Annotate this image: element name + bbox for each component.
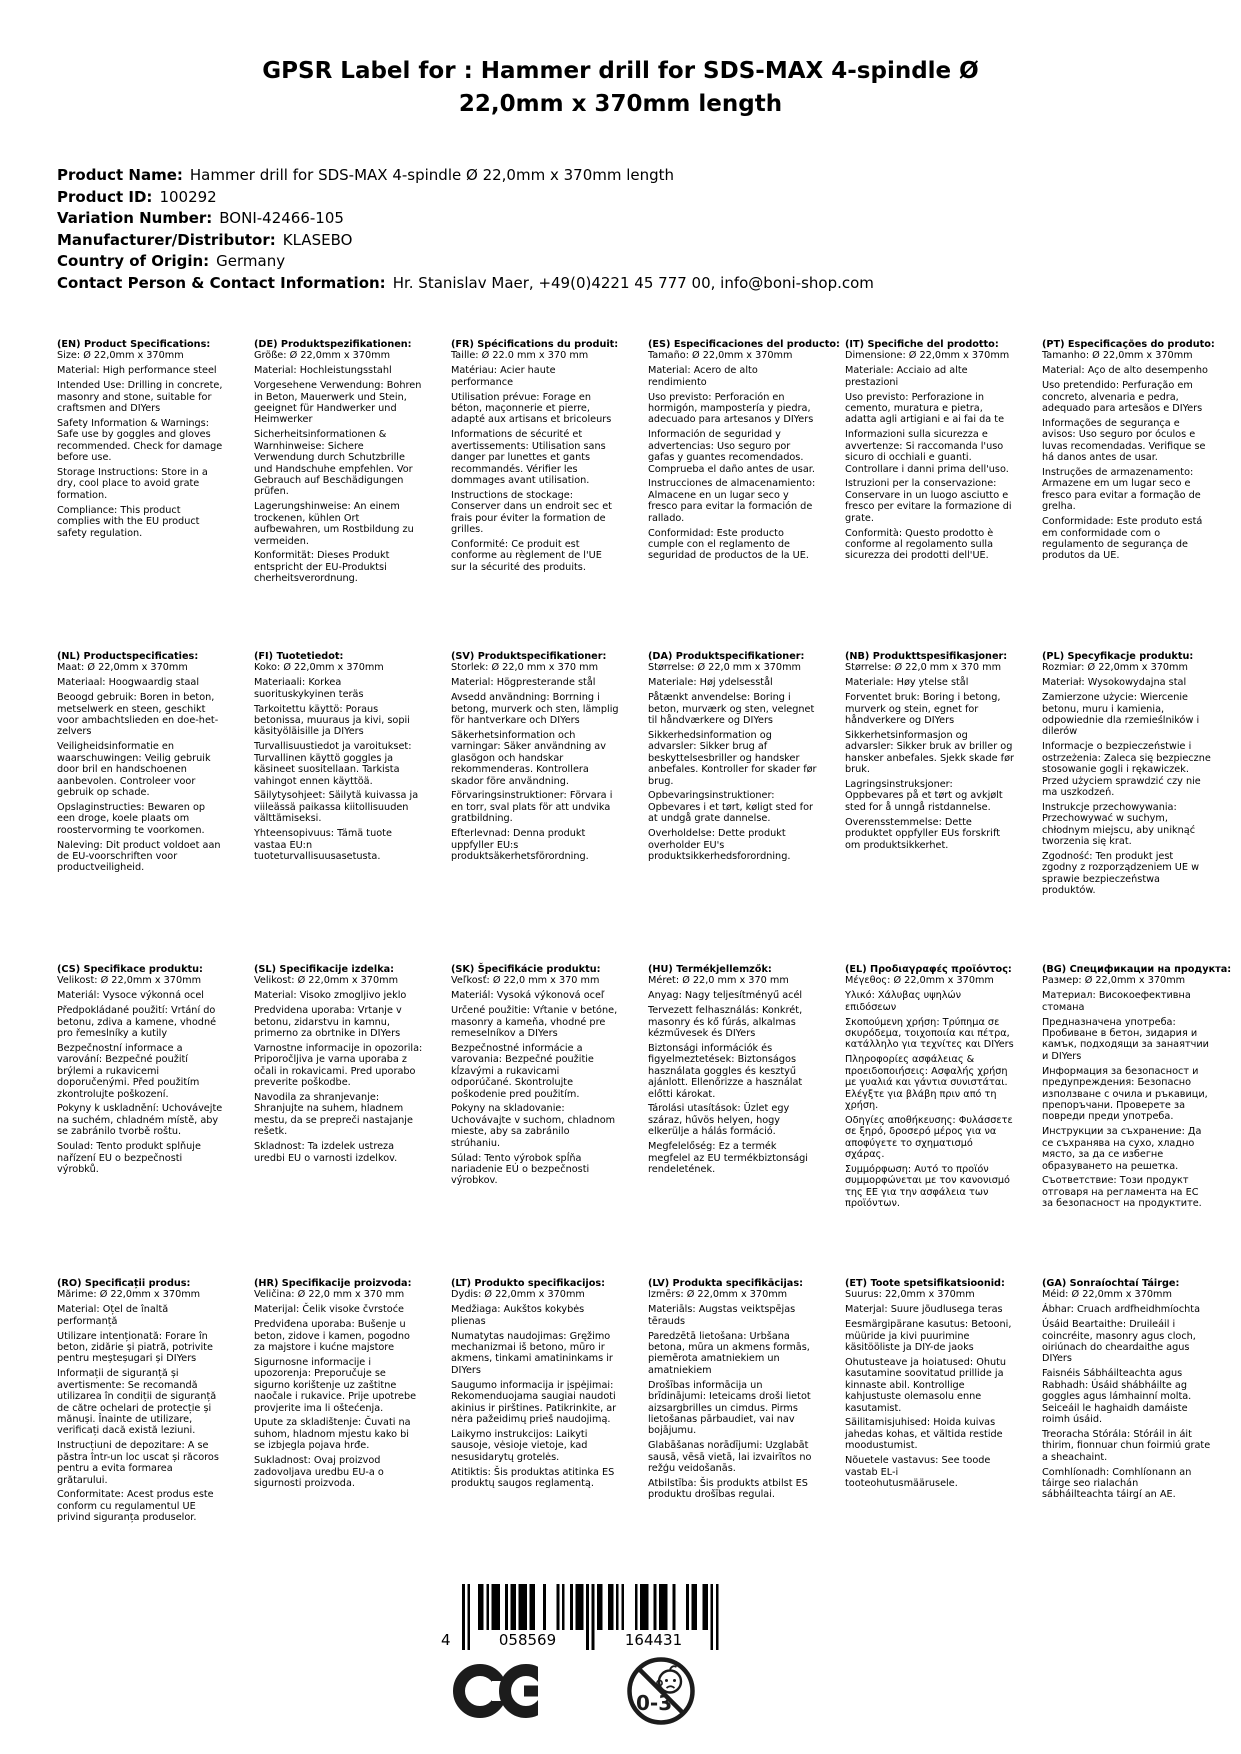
spec-paragraph: Size: Ø 22,0mm x 370mm — [57, 350, 184, 362]
spec-paragraph: Veiligheidsinformatie en waarschuwingen: Veilig gebruik door bril en handschoenen aanbevolen. Controleer voor gebruik op schade. — [57, 741, 211, 798]
spec-paragraph: Material: Hochleistungsstahl — [254, 365, 392, 377]
spec-paragraph: Materiał: Wysokowydajna stal — [1042, 677, 1187, 689]
product-info-row — [57, 208, 874, 230]
spec-paragraph: Tamanho: Ø 22,0mm x 370mm — [1042, 350, 1193, 362]
spec-paragraph: Съответствие: Този продукт отговаря на регламента на ЕС за безопасност на продуктите. — [1042, 1175, 1202, 1210]
spec-paragraph: Forventet bruk: Boring i betong, murverk og stein, egnet for håndverkere og DIYers — [845, 692, 1001, 727]
spec-paragraph: Varnostne informacije in opozorila: Priporočljiva je varna uporaba z očali in rokavicami. Pred uporabo preverite poškodbe. — [254, 1042, 423, 1089]
spec-paragraph: Sicherheitsinformationen & Warnhinweise: Sichere Verwendung durch Schutzbrille und Handschuhe empfehlen. Vor Gebrauch auf Beschädigungen prüfen. — [254, 429, 413, 498]
spec-block — [1042, 1278, 1211, 1527]
spec-block-header: (HU) Termékjellemzők: — [648, 964, 772, 975]
spec-paragraph: Compliance: This product complies with the EU product safety regulation. — [57, 504, 200, 539]
product-info-label: Product Name: — [57, 166, 183, 184]
spec-paragraph: Konformität: Dieses Produkt entspricht der EU-Produktsi cherheitsverordnung. — [254, 550, 390, 585]
ean-barcode — [441, 1584, 733, 1656]
spec-block — [1042, 651, 1211, 964]
spec-paragraph: Yhteensopivuus: Tämä tuote vastaa EU:n tuoteturvallisuusasetusta. — [254, 828, 392, 862]
spec-paragraph: Materiál: Vysoká výkonová oceľ — [451, 990, 605, 1002]
spec-block-header: (SV) Produktspecifikationer: — [451, 651, 607, 662]
spec-block-body — [451, 1289, 620, 1489]
spec-paragraph: Dydis: Ø 22,0mm x 370mm — [451, 1289, 585, 1301]
spec-block — [845, 964, 1014, 1278]
spec-block-header: (RO) Specificații produs: — [57, 1278, 191, 1289]
spec-paragraph: Material: Oțel de înaltă performanță — [57, 1304, 169, 1327]
spec-paragraph: Zamierzone użycie: Wiercenie betonu, muru i kamienia, odpowiednie dla rzemieślników i dilerów — [1042, 692, 1200, 738]
spec-paragraph: Instructions de stockage: Conserver dans un endroit sec et frais pour éviter la formation de grilles. — [451, 489, 612, 536]
spec-paragraph: Atitiktis: Šis produktas atitinka ES produktų saugos reglamentą. — [451, 1466, 615, 1489]
spec-block-body — [648, 662, 817, 862]
spec-paragraph: Conformità: Questo prodotto è conforme al regolamento sulla sicurezza dei prodotti dell'UE. — [845, 527, 994, 562]
spec-paragraph: Sikkerhedsinformation og advarsler: Sikker brug af beskyttelsesbriller og handsker anbefales. Kontroller for skader før brug. — [648, 729, 817, 787]
spec-block — [648, 651, 817, 964]
spec-paragraph: Uso previsto: Perforación en hormigón, mampostería y piedra, adecuado para artesanos y DIYers — [648, 391, 814, 426]
spec-paragraph: Säkerhetsinformation och varningar: Säker användning av glasögon och handskar rekommenderas. Kontrollera skador före användning. — [451, 729, 606, 787]
spec-block-body — [254, 662, 423, 862]
spec-block-body — [254, 350, 423, 584]
spec-block-body — [845, 975, 1014, 1209]
spec-paragraph: Comhlíonadh: Comhlíonann an táirge seo rialachán sábháilteachta táirgí an AE. — [1042, 1466, 1192, 1501]
spec-paragraph: Vorgesehene Verwendung: Bohren in Beton, Mauerwerk und Stein, geeignet für Handwerker und Heimwerker — [254, 380, 422, 426]
spec-paragraph: Material: Högpresterande stål — [451, 677, 596, 689]
spec-block — [57, 339, 226, 651]
spec-paragraph: Koko: Ø 22,0mm x 370mm — [254, 662, 384, 674]
spec-paragraph: Pokyny na skladovanie: Uchovávajte v suchom, chladnom mieste, aby sa zabránilo strúhaniu. — [451, 1103, 616, 1149]
spec-paragraph: Предназначена употреба: Пробиване в бетон, зидария и камък, подходящи за занаятчии и DIYers — [1042, 1016, 1209, 1062]
spec-paragraph: Suurus: 22,0mm x 370mm — [845, 1289, 975, 1301]
spec-paragraph: Rozmiar: Ø 22,0mm x 370mm — [1042, 662, 1188, 674]
product-info-row — [57, 187, 874, 209]
spec-paragraph: Informații de siguranță și avertismente: Se recomandă utilizarea în condiții de siguranță de către ochelari de protecție și mănuși. Înainte de utilizare, verificați dacă există leziuni. — [57, 1368, 217, 1437]
spec-paragraph: Инструкции за съхранение: Да се съхранява на сухо, хладно място, за да се избегне образуването на решетка. — [1042, 1126, 1202, 1172]
spec-paragraph: Opbevaringsinstruktioner: Opbevares i et tørt, køligt sted for at undgå grate dannelse. — [648, 790, 813, 825]
spec-paragraph: Istruzioni per la conservazione: Conservare in un luogo asciutto e fresco per evitare la formazione di grate. — [845, 478, 1012, 524]
spec-paragraph: Materiale: Høy ytelse stål — [845, 677, 969, 689]
spec-paragraph: Materiāls: Augstas veiktspējas tērauds — [648, 1304, 796, 1327]
spec-block — [254, 1278, 423, 1527]
spec-paragraph: Intended Use: Drilling in concrete, masonry and stone, suitable for craftsmen and DIYers — [57, 380, 223, 415]
spec-block — [451, 964, 620, 1278]
product-info-row — [57, 251, 874, 273]
spec-paragraph: Overholdelse: Dette produkt overholder EU's produktsikkerhedsforordning. — [648, 828, 791, 862]
page-title-text: GPSR Label for : Hammer drill for SDS-MAX 4-spindle Ø 22,0mm x 370mm length — [262, 58, 979, 117]
spec-paragraph: Materiaal: Hoogwaardig staal — [57, 677, 200, 689]
spec-paragraph: Informations de sécurité et avertissements: Utilisation sans danger par lunettes et gants recommandés. Vérifier les dommages avant utilisation. — [451, 429, 606, 486]
spec-block-header: (FR) Spécifications du produit: — [451, 339, 619, 350]
product-info-label: Manufacturer/Distributor: — [57, 230, 276, 249]
spec-paragraph: Materijal: Čelik visoke čvrstoće — [254, 1304, 404, 1316]
spec-paragraph: Utilisation prévue: Forage en béton, maçonnerie et pierre, adapté aux artisans et bricoleurs — [451, 391, 612, 426]
spec-paragraph: Conformidade: Este produto está em conformidade com o regulamento de segurança de produtos da UE. — [1042, 516, 1203, 562]
spec-block — [648, 339, 840, 651]
spec-paragraph: Upute za skladištenje: Čuvati na suhom, hladnom mjestu kako bi se izbjegla pojava hrđe. — [254, 1417, 411, 1452]
spec-paragraph: Tárolási utasítások: Üzlet egy száraz, hűvös helyen, hogy elkerülje a hálás formáció. — [648, 1103, 790, 1138]
spec-block-body — [1042, 662, 1211, 896]
spec-paragraph: Drošības informācija un brīdinājumi: Ieteicams droši lietot aizsargbrilles un cimdus. Pirms lietošanas pārbaudiet, vai nav bojājumu. — [648, 1379, 811, 1437]
spec-block — [648, 964, 817, 1278]
spec-paragraph: Instruções de armazenamento: Armazene em um lugar seco e fresco para evitar a formação de grelha. — [1042, 467, 1201, 513]
spec-paragraph: Størrelse: Ø 22,0 mm x 370mm — [648, 662, 801, 674]
spec-block-body — [451, 662, 620, 862]
spec-paragraph: Informações de segurança e avisos: Uso seguro por óculos e luvas recomendadas. Verifique se há danos antes de usar. — [1042, 417, 1206, 464]
spec-block-body — [648, 975, 817, 1175]
spec-block-header: (FI) Tuotetiedot: — [254, 651, 344, 662]
spec-paragraph: Veličina: Ø 22,0 mm x 370 mm — [254, 1289, 405, 1301]
spec-paragraph: Materiál: Vysoce výkonná ocel — [57, 990, 204, 1002]
spec-paragraph: Größe: Ø 22,0mm x 370mm — [254, 350, 391, 362]
spec-paragraph: Faisnéis Sábháilteachta agus Rabhadh: Úsáid shábháilte ag goggles agus lámhainní molta. Seiceáil le haghaidh damáiste roimh úsáid. — [1042, 1368, 1192, 1425]
spec-block-header: (ET) Toote spetsifikatsioonid: — [845, 1278, 1005, 1289]
spec-block-header: (EN) Product Specifications: — [57, 339, 211, 350]
spec-paragraph: Mărime: Ø 22,0mm x 370mm — [57, 1289, 201, 1301]
spec-paragraph: Материал: Високоефективна стомана — [1042, 990, 1191, 1013]
spec-block-header: (DA) Produktspecifikationer: — [648, 651, 805, 662]
spec-paragraph: Efterlevnad: Denna produkt uppfyller EU:s produktsäkerhetsförordning. — [451, 828, 589, 862]
spec-paragraph: Размер: Ø 22,0mm x 370mm — [1042, 975, 1186, 987]
spec-block-header: (PL) Specyfikacje produktu: — [1042, 651, 1194, 662]
spec-block-body — [648, 350, 817, 561]
spec-paragraph: Информация за безопасност и предупреждения: Безопасно използване с очила и ръкавици, препоръчани. Проверете за повреди преди употреба. — [1042, 1065, 1208, 1123]
product-info-value: 100292 — [159, 187, 217, 206]
spec-block-header: (NB) Produkttspesifikasjoner: — [845, 651, 1008, 662]
spec-paragraph: Material: High performance steel — [57, 365, 217, 377]
spec-paragraph: Paredzētā lietošana: Urbšana betona, mūra un akmens formās, piemērota amatniekiem un amatniekiem — [648, 1330, 810, 1376]
spec-block-body — [1042, 350, 1211, 561]
spec-paragraph: Zgodność: Ten produkt jest zgodny z rozporządzeniem UE w sprawie bezpieczeństwa produktów. — [1042, 851, 1200, 897]
spec-block — [451, 339, 620, 651]
spec-block — [57, 1278, 226, 1527]
spec-paragraph: Eesmärgipärane kasutus: Betooni, müüride ja kivi puurimine käsitööliste ja DIY-de jaoks — [845, 1319, 1012, 1354]
spec-paragraph: Velikost: Ø 22,0mm x 370mm — [254, 975, 399, 987]
spec-block — [451, 1278, 620, 1527]
spec-paragraph: Σκοπούμενη χρήση: Τρύπημα σε σκυρόδεμα, τοιχοποιία και πέτρα, κατάλληλο για τεχνίτες και DIYers — [845, 1016, 1014, 1051]
spec-paragraph: Materiale: Høj ydelsesstål — [648, 677, 773, 689]
spec-paragraph: Méid: Ø 22,0mm x 370mm — [1042, 1289, 1172, 1301]
spec-paragraph: Størrelse: Ø 22,0 mm x 370 mm — [845, 662, 1002, 674]
spec-block — [845, 1278, 1014, 1527]
spec-paragraph: Tamaño: Ø 22,0mm x 370mm — [648, 350, 793, 362]
spec-paragraph: Materiaali: Korkea suorituskykyinen teräs — [254, 677, 364, 700]
product-info-value: Hr. Stanislav Maer, +49(0)4221 45 777 00, info@boni-shop.com — [392, 273, 874, 292]
spec-paragraph: Opslaginstructies: Bewaren op een droge, koele plaats om roostervorming te voorkomen. — [57, 801, 206, 836]
spec-block — [845, 339, 1014, 651]
spec-block-body — [845, 662, 1014, 851]
ce-mark-icon — [452, 1661, 538, 1725]
spec-paragraph: Izmērs: Ø 22,0mm x 370mm — [648, 1289, 788, 1301]
spec-paragraph: Numatytas naudojimas: Gręžimo mechanizmai iš betono, mūro ir akmens, tinkami amatininkams ir DIYers — [451, 1330, 613, 1376]
spec-block-header: (BG) Спецификации на продукта: — [1042, 964, 1232, 975]
spec-paragraph: Ábhar: Cruach ardfheidhmíochta — [1042, 1304, 1201, 1316]
spec-block-header: (SL) Specifikacije izdelka: — [254, 964, 395, 975]
spec-paragraph: Beoogd gebruik: Boren in beton, metselwerk en steen, geschikt voor ambachtslieden en doe-het-zelvers — [57, 692, 219, 738]
spec-block-body — [648, 1289, 817, 1500]
product-info-value: Hammer drill for SDS-MAX 4-spindle Ø 22,0mm x 370mm length — [189, 166, 675, 184]
product-info-label: Product ID: — [57, 187, 153, 206]
spec-paragraph: Uso previsto: Perforazione in cemento, muratura e pietra, adatta agli artigiani e ai fai da te — [845, 391, 1005, 426]
spec-paragraph: Biztonsági információk és figyelmeztetések: Biztonságos használata goggles és kesztyű ajánlott. Ellenőrizze a használat előtti károkat. — [648, 1042, 803, 1100]
spec-paragraph: Predvidena uporaba: Vrtanje v betonu, zidarstvu in kamnu, primerno za obrtnike in DIYers — [254, 1005, 402, 1040]
age-warning-label: 0-3 — [636, 1691, 673, 1715]
spec-paragraph: Säilytysohjeet: Säilytä kuivassa ja viileässä paikassa kiitollisuuden välttämiseksi. — [254, 790, 419, 825]
spec-paragraph: Glabāšanas norādījumi: Uzglabāt sausā, vēsā vietā, lai izvairītos no režģu veidošanās. — [648, 1440, 812, 1475]
product-info-row — [57, 165, 874, 187]
spec-paragraph: Predviđena uporaba: Bušenje u beton, zidove i kamen, pogodno za majstore i kućne majstore — [254, 1319, 410, 1354]
spec-paragraph: Storage Instructions: Store in a dry, cool place to avoid grate formation. — [57, 467, 208, 501]
product-info-value: Germany — [216, 252, 286, 270]
barcode-digits-left: 058569 — [498, 1631, 557, 1649]
spec-paragraph: Υλικό: Χάλυβας υψηλών επιδόσεων — [845, 990, 961, 1013]
spec-paragraph: Matériau: Acier haute performance — [451, 365, 556, 388]
spec-block — [254, 339, 423, 651]
spec-paragraph: Súlad: Tento výrobok spĺňa nariadenie EÚ o bezpečnosti výrobkov. — [451, 1152, 590, 1187]
spec-block-body — [57, 975, 226, 1175]
spec-paragraph: Atbilstība: Šis produkts atbilst ES produktu drošības regulai. — [648, 1478, 808, 1501]
spec-block-header: (LV) Produkta specifikācijas: — [648, 1278, 803, 1289]
spec-block-header: (EL) Προδιαγραφές προϊόντος: — [845, 964, 1012, 975]
product-info-row — [57, 273, 874, 295]
page-title — [0, 55, 1241, 121]
spec-block-header: (ES) Especificaciones del producto: — [648, 339, 840, 350]
spec-paragraph: Taille: Ø 22.0 mm x 370 mm — [451, 350, 589, 362]
spec-paragraph: Bezpečnostní informace a varování: Bezpečné použití brýlemi a rukavicemi doporučenými. Před použitím zkontrolujte poškození. — [57, 1042, 200, 1100]
spec-paragraph: Förvaringsinstruktioner: Förvara i en torr, sval plats för att undvika gratbildning. — [451, 790, 613, 825]
product-info — [57, 165, 874, 294]
spec-block-header: (IT) Specifiche del prodotto: — [845, 339, 999, 350]
spec-paragraph: Materiale: Acciaio ad alte prestazioni — [845, 365, 968, 388]
spec-block-body — [57, 662, 226, 873]
spec-paragraph: Conformité: Ce produit est conforme au règlement de l'UE sur la sécurité des produits. — [451, 539, 602, 573]
spec-block-header: (DE) Produktspezifikationen: — [254, 339, 412, 350]
spec-paragraph: Určené použitie: Vŕtanie v betóne, masonry a kameňa, vhodné pre remeselníkov a DIYers — [451, 1005, 618, 1040]
spec-paragraph: Instrucțiuni de depozitare: A se păstra într-un loc uscat și răcoros pentru a evita formarea grătarului. — [57, 1440, 219, 1486]
spec-paragraph: Nõuetele vastavus: See toode vastab EL-i tooteohutusmäärusele. — [845, 1455, 991, 1489]
spec-paragraph: Sikkerhetsinformasjon og advarsler: Sikker bruk av briller og hansker anbefales. Sjekk skade før bruk. — [845, 729, 1014, 776]
spec-paragraph: Material: Acero de alto rendimiento — [648, 365, 758, 388]
spec-block — [1042, 964, 1232, 1278]
product-info-value: BONI-42466-105 — [219, 209, 344, 227]
spec-paragraph: Naleving: Dit product voldoet aan de EU-voorschriften voor productveiligheid. — [57, 839, 221, 874]
spec-block — [1042, 339, 1215, 651]
spec-paragraph: Οδηγίες αποθήκευσης: Φυλάσσετε σε ξηρό, δροσερό μέρος για να αποφύγετε το σχηματισμό σχάρας. — [845, 1114, 1013, 1161]
spec-block-body — [451, 975, 620, 1186]
spec-block-body — [57, 1289, 226, 1523]
spec-paragraph: Sigurnosne informacije i upozorenja: Preporučuje se sigurno korištenje uz zaštitne naočale i rukavice. Prije upotrebe provjerite ima li oštećenja. — [254, 1356, 417, 1414]
spec-paragraph: Skladnost: Ta izdelek ustreza uredbi EU o varnosti izdelkov. — [254, 1141, 398, 1164]
spec-paragraph: Dimensione: Ø 22,0mm x 370mm — [845, 350, 1010, 362]
spec-paragraph: Material: Aço de alto desempenho — [1042, 365, 1208, 377]
spec-paragraph: Saugumo informacija ir įspėjimai: Rekomenduojama saugiai naudoti akinius ir pirštines. Patikrinkite, ar nėra pažeidimų prieš naudojimą. — [451, 1379, 617, 1425]
spec-block-body — [845, 350, 1014, 561]
spec-paragraph: Lagerungshinweise: An einem trockenen, kühlen Ort aufbewahren, um Rostbildung zu vermeiden. — [254, 501, 414, 547]
spec-paragraph: Avsedd användning: Borrning i betong, murverk och sten, lämplig för hantverkare och DIYers — [451, 692, 619, 727]
spec-paragraph: Bezpečnostné informácie a varovania: Bezpečné použitie kĺzavými a rukavicami odporúčané. Skontrolujte poškodenie pred použitím. — [451, 1042, 594, 1100]
spec-paragraph: Medžiaga: Aukštos kokybės plienas — [451, 1304, 585, 1327]
product-info-value: KLASEBO — [282, 230, 353, 249]
spec-paragraph: Conformitate: Acest produs este conform cu regulamentul UE privind siguranța produselor. — [57, 1489, 214, 1524]
spec-block — [57, 964, 226, 1278]
spec-block-header: (SK) Špecifikácie produktu: — [451, 964, 601, 975]
spec-paragraph: Tarkoitettu käyttö: Poraus betonissa, muuraus ja kivi, sopii käsityöläisille ja DIYers — [254, 703, 410, 738]
spec-block-header: (CS) Specifikace produktu: — [57, 964, 203, 975]
spec-block-header: (HR) Specifikacije proizvoda: — [254, 1278, 412, 1289]
spec-grid — [57, 339, 1232, 1527]
product-info-label: Contact Person & Contact Information: — [57, 273, 386, 292]
spec-paragraph: Lagringsinstruksjoner: Oppbevares på et tørt og avkjølt sted for å unngå ristdannelse. — [845, 779, 1003, 813]
spec-paragraph: Instrukcje przechowywania: Przechowywać w suchym, chłodnym miejscu, aby uniknąć tworzenia się krat. — [1042, 801, 1196, 848]
spec-block-body — [254, 1289, 423, 1489]
spec-paragraph: Pokyny k uskladnění: Uchovávejte na suchém, chladném místě, aby se zabránilo tvorbě roštu. — [57, 1103, 223, 1138]
spec-paragraph: Navodila za shranjevanje: Shranjujte na suhem, hladnem mestu, da se prepreči nastajanje rešetk. — [254, 1092, 413, 1138]
product-info-label: Variation Number: — [57, 209, 213, 227]
age-warning-0-3-icon — [625, 1655, 697, 1731]
spec-paragraph: Informazioni sulla sicurezza e avvertenze: Si raccomanda l'uso sicuro di occhiali e guanti. Controllare i danni prima dell'uso. — [845, 429, 1009, 475]
spec-paragraph: Předpokládané použití: Vrtání do betonu, zdiva a kamene, vhodné pro řemeslníky a kutily — [57, 1005, 217, 1040]
spec-paragraph: Material: Visoko zmogljivo jeklo — [254, 990, 407, 1002]
spec-paragraph: Veľkosť: Ø 22,0 mm x 370 mm — [451, 975, 600, 987]
barcode-digits-right: 164431 — [624, 1631, 683, 1649]
spec-paragraph: Velikost: Ø 22,0mm x 370mm — [57, 975, 202, 987]
spec-paragraph: Säilitamisjuhised: Hoida kuivas jahedas kohas, et vältida restide moodustumist. — [845, 1417, 1003, 1452]
spec-paragraph: Πληροφορίες ασφάλειας & προειδοποιήσεις: Ασφαλής χρήση με γυαλιά και γάντια συνιστάται. Ελέγξτε για βλάβη πριν από τη χρήση. — [845, 1054, 1008, 1111]
spec-block-body — [451, 350, 620, 573]
spec-paragraph: Informacje o bezpieczeństwie i ostrzeżenia: Zaleca się bezpieczne stosowanie gogli i rękawiczek. Przed użyciem sprawdzić czy nie ma uszkodzeń. — [1042, 741, 1211, 798]
spec-block-body — [845, 1289, 1014, 1489]
spec-block — [451, 651, 620, 964]
spec-paragraph: Overensstemmelse: Dette produktet oppfyller EUs forskrift om produktsikkerhet. — [845, 816, 1001, 851]
spec-paragraph: Utilizare intenționată: Forare în beton, zidărie și piatră, potrivite pentru meșteșugari și DIYers — [57, 1330, 213, 1365]
spec-paragraph: Ohutusteave ja hoiatused: Ohutu kasutamine soovitatud prillide ja kinnaste abil. Kontrollige kahjustuste olemasolu enne kasutamist. — [845, 1356, 1007, 1414]
spec-block — [845, 651, 1014, 964]
spec-paragraph: Tervezett felhasználás: Konkrét, masonry és kő fúrás, alkalmas kézművesek és DIYers — [648, 1005, 803, 1040]
spec-paragraph: Treoracha Stórála: Stóráil in áit thirim, fionnuar chun foirmiú grate a sheachaint. — [1042, 1428, 1211, 1463]
spec-block-header: (GA) Sonraíochtaí Táirge: — [1042, 1278, 1180, 1289]
spec-paragraph: Anyag: Nagy teljesítményű acél — [648, 990, 803, 1002]
spec-block-body — [1042, 1289, 1211, 1500]
spec-paragraph: Turvallisuustiedot ja varoitukset: Turvallinen käyttö goggles ja käsineet suositellaan. Tarkista vahingot ennen käyttöä. — [254, 741, 412, 787]
spec-paragraph: Conformidad: Este producto cumple con el reglamento de seguridad de productos de la UE. — [648, 527, 809, 562]
spec-block — [254, 651, 423, 964]
spec-paragraph: Materjal: Suure jõudlusega teras — [845, 1304, 1003, 1316]
barcode-digit-first: 4 — [441, 1631, 451, 1649]
product-info-label: Country of Origin: — [57, 252, 210, 270]
spec-paragraph: Συμμόρφωση: Αυτό το προϊόν συμμορφώνεται με τον κανονισμό της ΕΕ για την ασφάλεια των προϊόντων. — [845, 1164, 1010, 1210]
spec-paragraph: Soulad: Tento produkt splňuje nařízení EU o bezpečnosti výrobků. — [57, 1141, 201, 1175]
spec-block-header: (PT) Especificações do produto: — [1042, 339, 1215, 350]
spec-block-header: (LT) Produkto specifikacijos: — [451, 1278, 606, 1289]
spec-paragraph: Sukladnost: Ovaj proizvod zadovoljava uredbu EU-a o sigurnosti proizvoda. — [254, 1455, 384, 1489]
spec-paragraph: Storlek: Ø 22,0 mm x 370 mm — [451, 662, 599, 674]
spec-paragraph: Megfelelőség: Ez a termék megfelel az EU termékbiztonsági rendeletének. — [648, 1141, 808, 1175]
spec-paragraph: Información de seguridad y advertencias: Uso seguro por gafas y guantes recomendados. Comprueba el daño antes de usar. — [648, 429, 815, 475]
spec-paragraph: Maat: Ø 22,0mm x 370mm — [57, 662, 188, 674]
spec-paragraph: Laikymo instrukcijos: Laikyti sausoje, vėsioje vietoje, kad nesusidarytų grotelės. — [451, 1428, 588, 1463]
spec-block — [254, 964, 423, 1278]
spec-paragraph: Úsáid Beartaithe: Druileáil i coincréite, masonry agus cloch, oiriúnach do cheardaithe agus DIYers — [1042, 1319, 1196, 1365]
spec-paragraph: Μέγεθος: Ø 22,0mm x 370mm — [845, 975, 994, 987]
spec-block — [648, 1278, 817, 1527]
spec-paragraph: Méret: Ø 22,0 mm x 370 mm — [648, 975, 789, 987]
spec-paragraph: Påtænkt anvendelse: Boring i beton, murværk og sten, velegnet til håndværkere og DIYers — [648, 692, 815, 727]
product-info-row — [57, 230, 874, 252]
spec-block-body — [57, 350, 226, 539]
spec-paragraph: Instrucciones de almacenamiento: Almacene en un lugar seco y fresco para evitar la formación de rallado. — [648, 478, 816, 524]
spec-block-header: (NL) Productspecificaties: — [57, 651, 199, 662]
spec-paragraph: Uso pretendido: Perfuração em concreto, alvenaria e pedra, adequado para artesãos e DIYers — [1042, 380, 1203, 415]
spec-block — [57, 651, 226, 964]
spec-paragraph: Safety Information & Warnings: Safe use by goggles and gloves recommended. Check for damage before use. — [57, 417, 223, 464]
spec-block-body — [254, 975, 423, 1164]
spec-block-body — [1042, 975, 1211, 1209]
